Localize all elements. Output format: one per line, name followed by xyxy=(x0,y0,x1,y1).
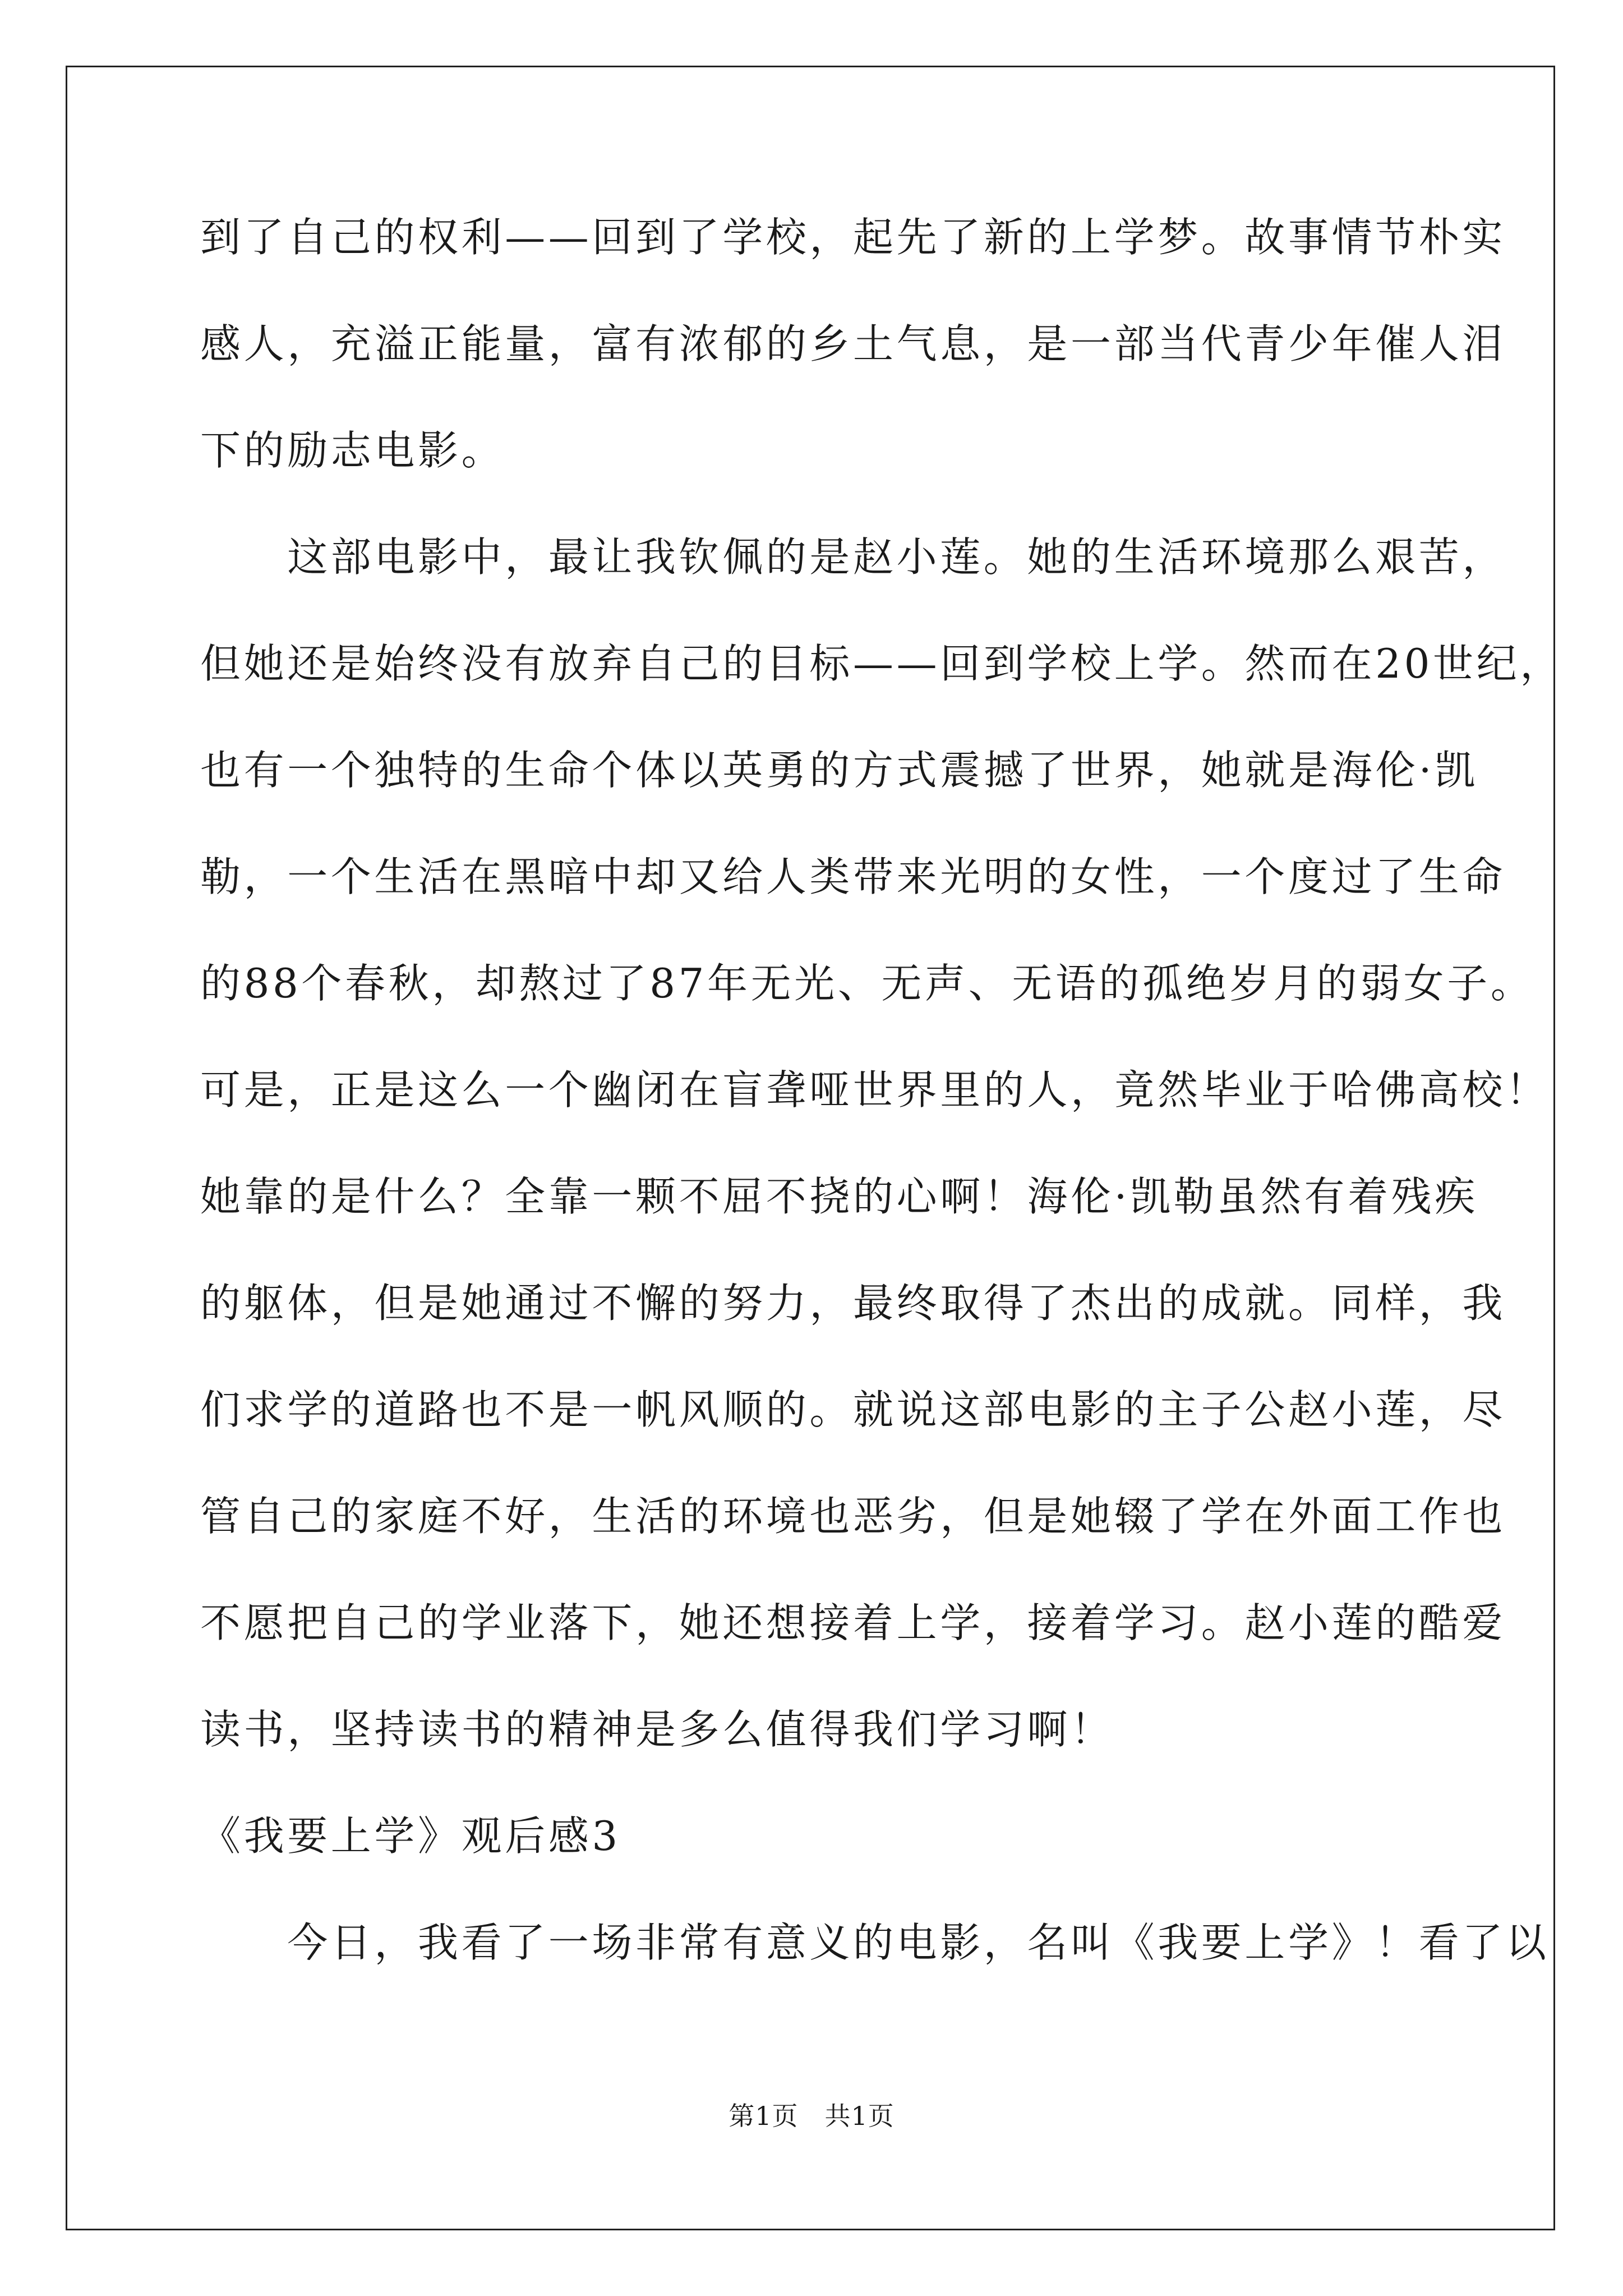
paragraph-first-line: 今日，我看了一场非常有意义的电影，名叫《我要上学》！看了以 xyxy=(200,1919,1550,1966)
text-line: 们求学的道路也不是一帆风顺的。就说这部电影的主子公赵小莲，尽 xyxy=(200,1386,1506,1433)
text-line: 的88个春秋，却熬过了87年无光、无声、无语的孤绝岁月的弱女子。 xyxy=(200,960,1534,1007)
paragraph-first-line: 这部电影中，最让我钦佩的是赵小莲。她的生活环境那么艰苦， xyxy=(200,533,1506,581)
text-line: 下的励志电影。 xyxy=(200,427,505,474)
section-heading: 《我要上学》观后感3 xyxy=(200,1812,621,1860)
text-line: 管自己的家庭不好，生活的环境也恶劣，但是她辍了学在外面工作也 xyxy=(200,1493,1506,1540)
text-line: 感人，充溢正能量，富有浓郁的乡土气息，是一部当代青少年催人泪 xyxy=(200,320,1506,367)
text-line: 到了自己的权利——回到了学校，起先了新的上学梦。故事情节朴实 xyxy=(200,214,1506,261)
text-line: 但她还是始终没有放弃自己的目标——回到学校上学。然而在20世纪， xyxy=(200,640,1564,687)
page-border xyxy=(66,66,1555,2230)
page-footer: 第1页 共1页 xyxy=(728,2101,895,2131)
text-line: 读书，坚持读书的精神是多么值得我们学习啊！ xyxy=(200,1706,1114,1753)
text-line: 勒，一个生活在黑暗中却又给人类带来光明的女性，一个度过了生命 xyxy=(200,853,1506,900)
text-line: 她靠的是什么？全靠一颗不屈不挠的心啊！海伦·凯勒虽然有着残疾 xyxy=(200,1173,1478,1220)
text-line: 的躯体，但是她通过不懈的努力，最终取得了杰出的成就。同样，我 xyxy=(200,1280,1506,1327)
text-line: 不愿把自己的学业落下，她还想接着上学，接着学习。赵小莲的酷爱 xyxy=(200,1599,1506,1646)
text-line: 可是，正是这么一个幽闭在盲聋哑世界里的人，竟然毕业于哈佛高校！ xyxy=(200,1066,1550,1114)
text-line: 也有一个独特的生命个体以英勇的方式震撼了世界，她就是海伦·凯 xyxy=(200,747,1478,794)
